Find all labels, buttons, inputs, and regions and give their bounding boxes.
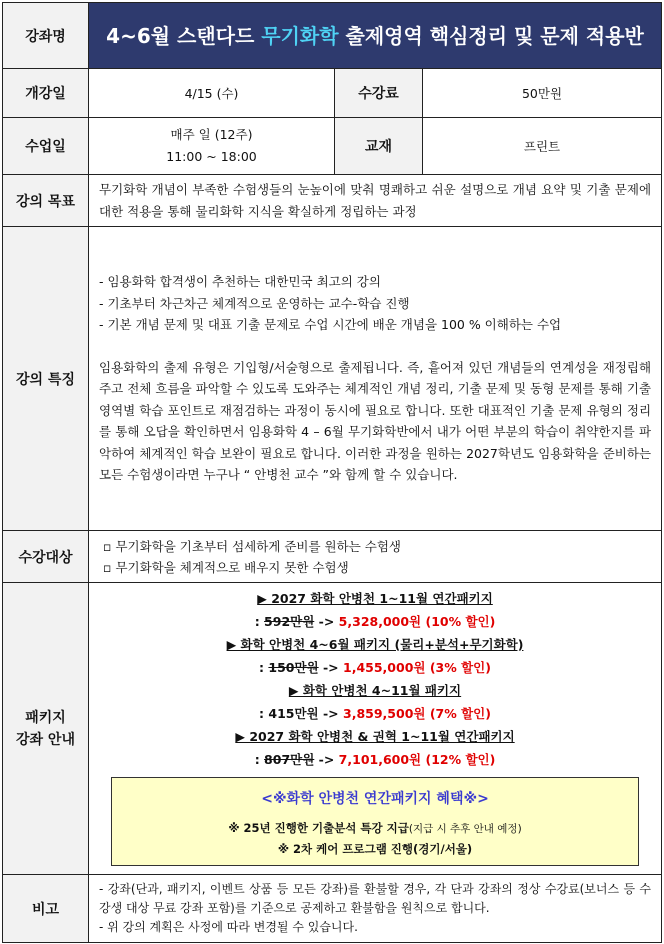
package-sale-price: 5,328,000원 (10% 할인) bbox=[338, 614, 496, 629]
notes-content bbox=[89, 875, 662, 943]
textbook-value: 프린트 bbox=[423, 118, 662, 175]
package-sale-price: 7,101,600원 (12% 할인) bbox=[338, 752, 496, 767]
package-name: ▶ 2027 화학 안병천 1~11월 연간패키지 bbox=[257, 591, 493, 606]
features-label: 강의 특징 bbox=[3, 227, 89, 531]
package-sale-price: 3,859,500원 (7% 할인) bbox=[343, 706, 491, 721]
textbook-label: 교재 bbox=[335, 118, 423, 175]
course-title-after: 출제영역 핵심정리 및 문제 적용반 bbox=[338, 23, 644, 48]
package-price-line bbox=[99, 748, 651, 771]
target-label: 수강대상 bbox=[3, 531, 89, 583]
package-arrow: -> bbox=[318, 660, 344, 675]
package-original-price: 150만원 bbox=[268, 660, 319, 675]
fee-label: 수강료 bbox=[335, 69, 423, 118]
package-price-line bbox=[99, 610, 651, 633]
package-label-line-1: 패키지 bbox=[25, 709, 66, 726]
target-item: ▫ 무기화학을 체계적으로 배우지 못한 수험생 bbox=[103, 559, 349, 575]
note-item: - 위 강의 계획은 사정에 따라 변경될 수 있습니다. bbox=[99, 920, 358, 934]
course-name-label: 강좌명 bbox=[3, 3, 89, 69]
package-price-line bbox=[99, 702, 651, 725]
package-label-line-2: 강좌 안내 bbox=[16, 731, 75, 748]
benefit-line-2: ※ 2차 케어 프로그램 진행(경기/서울) bbox=[277, 842, 473, 856]
goal-text: 무기화학 개념이 부족한 수험생들의 눈높이에 맞춰 명쾌하고 쉬운 설명으로 개념 요약 및 기출 문제에 대한 적용을 통해 물리화학 지식을 확실하게 정립하는 과정 bbox=[89, 175, 662, 227]
feature-bullet: - 기초부터 차근차근 체계적으로 운영하는 교수-학습 진행 bbox=[99, 295, 410, 311]
class-day-line-2: 11:00 ~ 18:00 bbox=[166, 149, 257, 164]
feature-bullet: - 기본 개념 문제 및 대표 기출 문제로 수업 시간에 배운 개념을 100 % 이해하는 수업 bbox=[99, 317, 562, 333]
features-paragraph: 임용화학의 출제 유형은 기입형/서술형으로 출제됩니다. 즉, 흩어져 있던 개념들의 연계성을 재정립해주고 전체 흐름을 파악할 수 있도록 도와주는 체계적인 개념 정리, 기출 문제 및 동형 문제를 통해 기출 영역별 학습 포인트로 재점검하는 과정이 동시에 필요로 합니다. 또한 대표적인 기출 문제 유형의 정리를 통해 오답을 확인하면서 임용화학 4 – 6월 무기화학반에서 내가 어떤 부분의 학습이 취약한지를 파악하여 체계적인 학습 보완이 필요로 합니다. 이러한 과정을 원하는 2027학년도 임용화학을 준비하는 모든 수험생이라면 누구나 “ 안병천 교수 ”와 함께 할 수 있습니다. bbox=[99, 359, 652, 483]
benefit-title: <※화학 안병천 연간패키지 혜택※> bbox=[261, 791, 489, 807]
package-content bbox=[89, 583, 662, 875]
package-original-price: 807만원 bbox=[264, 752, 315, 767]
feature-bullet: - 임용화학 합격생이 추천하는 대한민국 최고의 강의 bbox=[99, 274, 381, 290]
benefit-line-1 bbox=[112, 818, 638, 839]
package-label bbox=[3, 583, 89, 875]
start-date-label: 개강일 bbox=[3, 69, 89, 118]
course-info-table bbox=[2, 2, 662, 943]
package-name: ▶ 화학 안병천 4~6월 패키지 (물리+분석+무기화학) bbox=[226, 637, 524, 652]
benefit-box bbox=[111, 777, 639, 866]
package-arrow: -> bbox=[318, 706, 344, 721]
package-sale-price: 1,455,000원 (3% 할인) bbox=[343, 660, 491, 675]
package-name: ▶ 화학 안병천 4~11월 패키지 bbox=[288, 683, 462, 698]
package-original-price: 592만원 bbox=[264, 614, 315, 629]
package-prefix: : bbox=[259, 660, 269, 675]
package-name: ▶ 2027 화학 안병천 & 권혁 1~11월 연간패키지 bbox=[235, 729, 515, 744]
class-day-value bbox=[89, 118, 335, 175]
package-arrow: -> bbox=[314, 752, 339, 767]
target-list bbox=[89, 531, 662, 583]
start-date-value: 4/15 (수) bbox=[89, 69, 335, 118]
package-prefix: : bbox=[254, 614, 265, 629]
course-title-before: 4~6월 스탠다드 bbox=[106, 23, 262, 48]
package-original-price: 415만원 bbox=[268, 706, 319, 721]
package-arrow: -> bbox=[314, 614, 339, 629]
benefit-line-1-note: (지급 시 추후 안내 예정) bbox=[408, 823, 522, 835]
class-day-label: 수업일 bbox=[3, 118, 89, 175]
features-content bbox=[89, 227, 662, 531]
package-prefix: : bbox=[254, 752, 265, 767]
package-price-line bbox=[99, 656, 651, 679]
notes-label: 비고 bbox=[3, 875, 89, 943]
class-day-line-1: 매주 일 (12주) bbox=[170, 127, 253, 142]
benefit-line-1-main: ※ 25년 진행한 기출분석 특강 지급 bbox=[228, 821, 409, 835]
fee-value: 50만원 bbox=[423, 69, 662, 118]
target-item: ▫ 무기화학을 기초부터 섬세하게 준비를 원하는 수험생 bbox=[103, 538, 401, 554]
note-item: - 강좌(단과, 패키지, 이벤트 상품 등 모든 강좌)를 환불할 경우, 각 단과 강좌의 정상 수강료(보너스 등 수강생 대상 무료 강좌 포함)를 기준으로 공제하고 환불함을 원칙으로 합니다. bbox=[99, 882, 652, 915]
goal-label: 강의 목표 bbox=[3, 175, 89, 227]
package-prefix: : bbox=[259, 706, 269, 721]
course-title bbox=[89, 3, 662, 69]
course-title-highlight: 무기화학 bbox=[261, 23, 339, 48]
